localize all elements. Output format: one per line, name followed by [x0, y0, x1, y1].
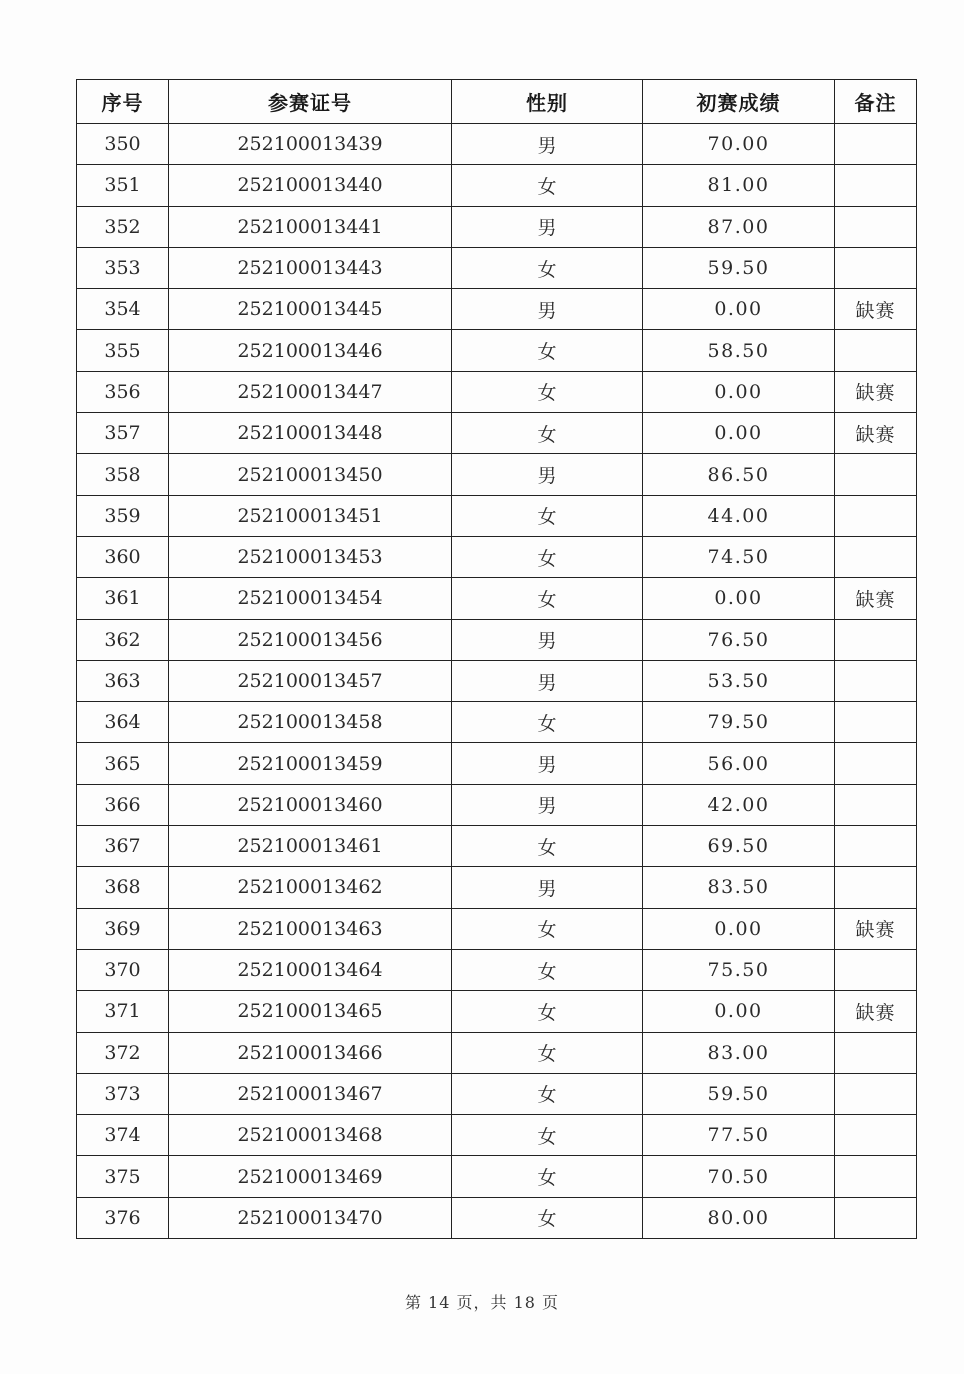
cell-id: 252100013446 [169, 330, 452, 371]
cell-id: 252100013439 [169, 124, 452, 165]
table-row [77, 743, 917, 784]
table-row [77, 619, 917, 660]
cell-note [835, 536, 917, 577]
cell-score: 81.00 [643, 165, 835, 206]
cell-sex: 男 [452, 660, 643, 701]
cell-id: 252100013466 [169, 1032, 452, 1073]
table-row [77, 454, 917, 495]
cell-score: 74.50 [643, 536, 835, 577]
cell-id: 252100013457 [169, 660, 452, 701]
cell-sex: 女 [452, 495, 643, 536]
cell-id: 252100013450 [169, 454, 452, 495]
cell-score: 56.00 [643, 743, 835, 784]
table-row [77, 165, 917, 206]
cell-note: 缺赛 [835, 991, 917, 1032]
cell-id: 252100013460 [169, 784, 452, 825]
table-row [77, 371, 917, 412]
table-row [77, 660, 917, 701]
cell-id: 252100013468 [169, 1115, 452, 1156]
table-row [77, 1156, 917, 1197]
cell-score: 80.00 [643, 1197, 835, 1238]
cell-score: 69.50 [643, 826, 835, 867]
cell-id: 252100013458 [169, 702, 452, 743]
cell-seq: 354 [77, 289, 169, 330]
cell-id: 252100013443 [169, 247, 452, 288]
cell-seq: 351 [77, 165, 169, 206]
cell-note [835, 330, 917, 371]
cell-sex: 女 [452, 1115, 643, 1156]
cell-score: 77.50 [643, 1115, 835, 1156]
cell-score: 0.00 [643, 289, 835, 330]
table-row [77, 495, 917, 536]
cell-id: 252100013470 [169, 1197, 452, 1238]
cell-seq: 350 [77, 124, 169, 165]
cell-sex: 女 [452, 991, 643, 1032]
cell-seq: 366 [77, 784, 169, 825]
table-row [77, 1115, 917, 1156]
table-row [77, 247, 917, 288]
cell-note [835, 949, 917, 990]
cell-id: 252100013451 [169, 495, 452, 536]
cell-id: 252100013447 [169, 371, 452, 412]
table-row [77, 578, 917, 619]
cell-seq: 367 [77, 826, 169, 867]
cell-seq: 369 [77, 908, 169, 949]
cell-sex: 男 [452, 289, 643, 330]
cell-note: 缺赛 [835, 289, 917, 330]
cell-note [835, 867, 917, 908]
cell-sex: 女 [452, 949, 643, 990]
cell-score: 75.50 [643, 949, 835, 990]
cell-score: 86.50 [643, 454, 835, 495]
table-row [77, 991, 917, 1032]
cell-seq: 363 [77, 660, 169, 701]
header-id: 参赛证号 [169, 80, 452, 124]
cell-sex: 女 [452, 536, 643, 577]
table-row [77, 289, 917, 330]
cell-seq: 352 [77, 206, 169, 247]
cell-sex: 女 [452, 578, 643, 619]
cell-note: 缺赛 [835, 413, 917, 454]
header-score: 初赛成绩 [643, 80, 835, 124]
cell-note [835, 165, 917, 206]
cell-score: 76.50 [643, 619, 835, 660]
table-row [77, 1073, 917, 1114]
cell-score: 44.00 [643, 495, 835, 536]
table-row [77, 330, 917, 371]
cell-sex: 女 [452, 413, 643, 454]
table-row [77, 867, 917, 908]
cell-note [835, 247, 917, 288]
cell-sex: 女 [452, 165, 643, 206]
cell-id: 252100013465 [169, 991, 452, 1032]
cell-note: 缺赛 [835, 908, 917, 949]
cell-note [835, 826, 917, 867]
cell-score: 70.00 [643, 124, 835, 165]
cell-seq: 357 [77, 413, 169, 454]
cell-note [835, 702, 917, 743]
cell-seq: 370 [77, 949, 169, 990]
cell-note [835, 495, 917, 536]
header-sex: 性别 [452, 80, 643, 124]
table-row [77, 206, 917, 247]
score-table [76, 79, 917, 1239]
cell-note [835, 206, 917, 247]
cell-note [835, 1156, 917, 1197]
cell-seq: 371 [77, 991, 169, 1032]
cell-score: 70.50 [643, 1156, 835, 1197]
cell-note [835, 1032, 917, 1073]
cell-id: 252100013467 [169, 1073, 452, 1114]
cell-id: 252100013453 [169, 536, 452, 577]
cell-id: 252100013463 [169, 908, 452, 949]
cell-sex: 女 [452, 826, 643, 867]
cell-note [835, 743, 917, 784]
cell-score: 0.00 [643, 991, 835, 1032]
header-seq: 序号 [77, 80, 169, 124]
cell-score: 58.50 [643, 330, 835, 371]
table-header-row [77, 80, 917, 124]
cell-id: 252100013459 [169, 743, 452, 784]
table-row [77, 784, 917, 825]
table-body [77, 124, 917, 1239]
cell-score: 0.00 [643, 908, 835, 949]
cell-seq: 362 [77, 619, 169, 660]
cell-note [835, 619, 917, 660]
cell-seq: 358 [77, 454, 169, 495]
cell-seq: 364 [77, 702, 169, 743]
cell-sex: 女 [452, 908, 643, 949]
cell-note [835, 1115, 917, 1156]
cell-seq: 375 [77, 1156, 169, 1197]
cell-note [835, 1197, 917, 1238]
cell-seq: 356 [77, 371, 169, 412]
cell-score: 0.00 [643, 413, 835, 454]
cell-sex: 男 [452, 743, 643, 784]
table-row [77, 908, 917, 949]
table-row [77, 1197, 917, 1238]
cell-seq: 374 [77, 1115, 169, 1156]
cell-note [835, 784, 917, 825]
cell-sex: 男 [452, 867, 643, 908]
table-row [77, 536, 917, 577]
cell-note [835, 124, 917, 165]
cell-id: 252100013448 [169, 413, 452, 454]
cell-sex: 女 [452, 1197, 643, 1238]
cell-score: 83.00 [643, 1032, 835, 1073]
cell-seq: 360 [77, 536, 169, 577]
cell-seq: 372 [77, 1032, 169, 1073]
cell-seq: 376 [77, 1197, 169, 1238]
cell-seq: 361 [77, 578, 169, 619]
cell-id: 252100013461 [169, 826, 452, 867]
header-note: 备注 [835, 80, 917, 124]
cell-sex: 男 [452, 619, 643, 660]
cell-seq: 353 [77, 247, 169, 288]
cell-sex: 女 [452, 1032, 643, 1073]
cell-score: 53.50 [643, 660, 835, 701]
cell-score: 59.50 [643, 247, 835, 288]
cell-sex: 女 [452, 702, 643, 743]
cell-seq: 365 [77, 743, 169, 784]
cell-sex: 男 [452, 454, 643, 495]
cell-score: 42.00 [643, 784, 835, 825]
cell-seq: 359 [77, 495, 169, 536]
cell-note: 缺赛 [835, 371, 917, 412]
table-row [77, 124, 917, 165]
table-row [77, 826, 917, 867]
cell-sex: 男 [452, 206, 643, 247]
cell-sex: 女 [452, 1156, 643, 1197]
table-row [77, 413, 917, 454]
cell-score: 0.00 [643, 371, 835, 412]
cell-id: 252100013441 [169, 206, 452, 247]
cell-id: 252100013440 [169, 165, 452, 206]
cell-sex: 女 [452, 1073, 643, 1114]
cell-score: 83.50 [643, 867, 835, 908]
cell-sex: 男 [452, 124, 643, 165]
cell-sex: 女 [452, 371, 643, 412]
cell-score: 0.00 [643, 578, 835, 619]
cell-sex: 男 [452, 784, 643, 825]
cell-sex: 女 [452, 330, 643, 371]
cell-seq: 373 [77, 1073, 169, 1114]
cell-id: 252100013454 [169, 578, 452, 619]
cell-note [835, 1073, 917, 1114]
table-row [77, 1032, 917, 1073]
cell-id: 252100013456 [169, 619, 452, 660]
cell-id: 252100013445 [169, 289, 452, 330]
cell-score: 79.50 [643, 702, 835, 743]
cell-id: 252100013469 [169, 1156, 452, 1197]
cell-score: 87.00 [643, 206, 835, 247]
cell-score: 59.50 [643, 1073, 835, 1114]
cell-note: 缺赛 [835, 578, 917, 619]
page-number: 第 14 页，共 18 页 [404, 1293, 560, 1312]
cell-id: 252100013462 [169, 867, 452, 908]
cell-sex: 女 [452, 247, 643, 288]
cell-seq: 368 [77, 867, 169, 908]
cell-seq: 355 [77, 330, 169, 371]
cell-note [835, 660, 917, 701]
cell-id: 252100013464 [169, 949, 452, 990]
table-row [77, 702, 917, 743]
table-row [77, 949, 917, 990]
cell-note [835, 454, 917, 495]
